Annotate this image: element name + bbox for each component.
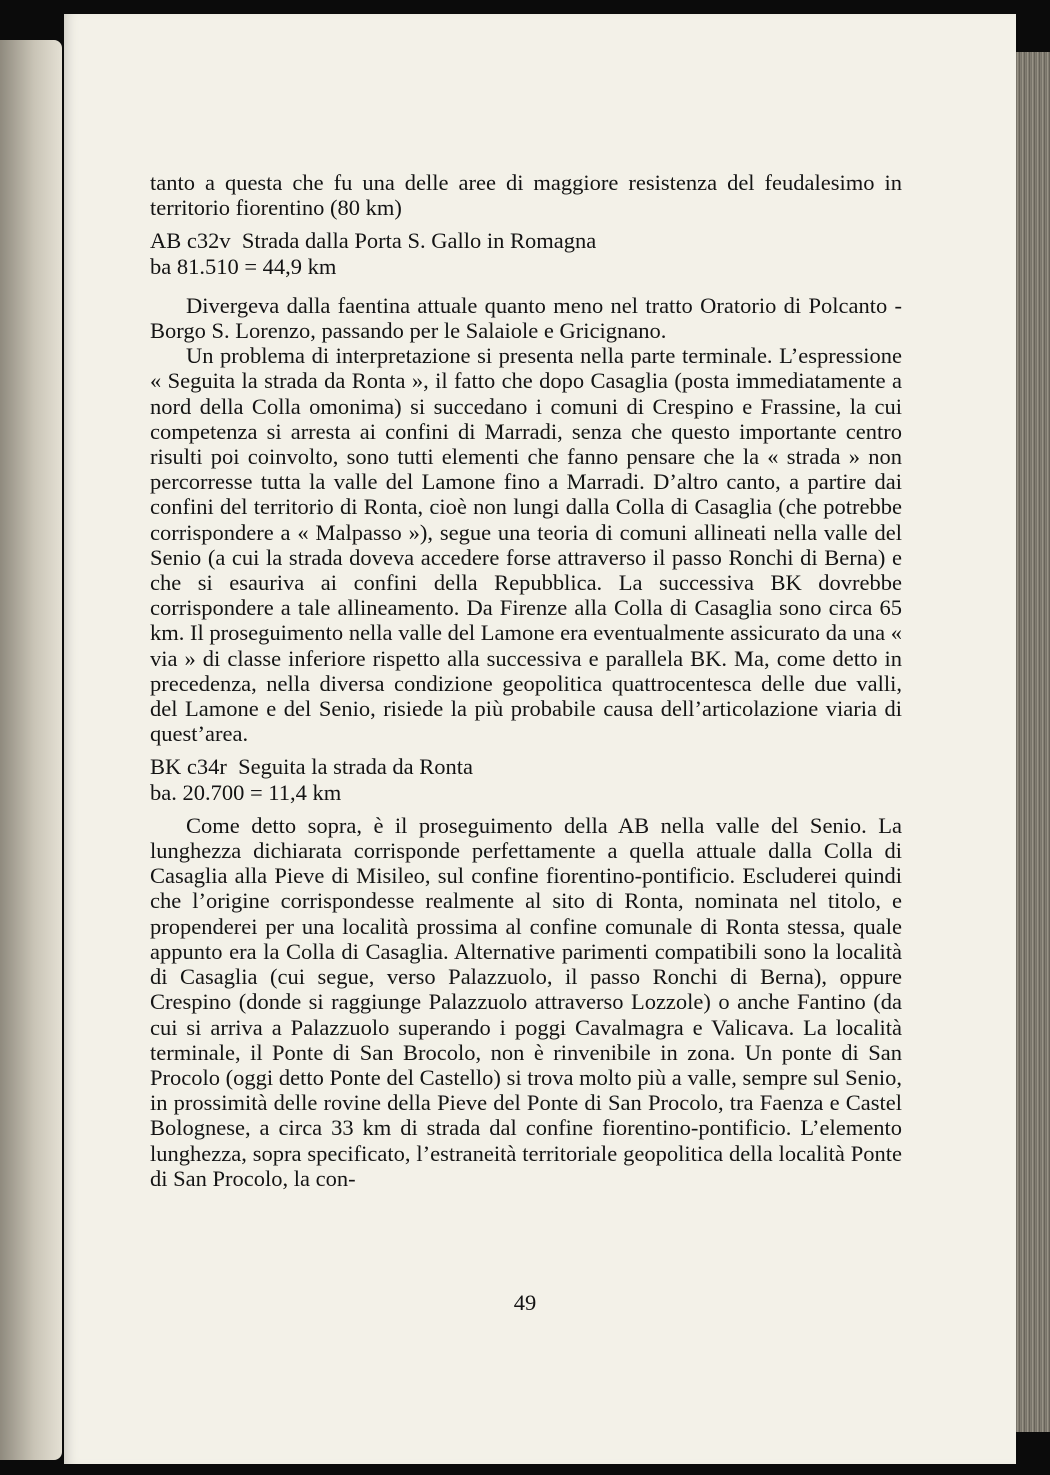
paragraph-2: Un problema di interpretazione si presenta nella parte terminale. L’espressione « Seguita la strada da Ronta », il fatto che dopo Casaglia (posta immediatamente a nord della Colla omonima) si succedano i comuni di Crespino e Frassine, la cui competenza si arresta ai confini di Marradi, senza che questo importante centro risulti poi coinvolto, sono tutti elementi che fanno pensare che la « strada » non percorresse tutta la valle del Lamone fino a Marradi. D’altro canto, a partire dai confini del territorio di Ronta, cioè non lungi dalla Colla di Casaglia (che potrebbe corrispondere a « Malpasso »), segue una teoria di comuni allineati nella valle del Senio (a cui la strada doveva accedere forse attraverso il passo Ronchi di Berna) e che si esauriva ai confini della Repubblica. La successiva BK dovrebbe corrispondere a tale allineamento. Da Firenze alla Colla di Casaglia sono circa 65 km. Il proseguimento nella valle del Lamone era eventualmente assicurato da una « via » di classe inferiore rispetto alla successiva e parallela BK. Ma, come detto in precedenza, nella diversa condizione geopolitica quattrocentesca delle due valli, del Lamone e del Senio, risiede la più probabile causa dell’articolazione viaria di quest’area. <box>150 343 902 747</box>
entry-bk-measure: ba. 20.700 = 11,4 km <box>150 779 342 805</box>
page-number: 49 <box>513 1290 537 1315</box>
paragraph-1: Divergeva dalla faentina attuale quanto meno nel tratto Oratorio di Polcanto - Borgo S. Lorenzo, passando per le Salaiole e Gricignano. <box>150 292 902 344</box>
entry-ab-measure: ba 81.510 = 44,9 km <box>150 253 337 279</box>
entry-ab-title: AB c32v Strada dalla Porta S. Gallo in Romagna <box>150 228 597 254</box>
intro-paragraph: tanto a questa che fu una delle aree di maggiore resistenza del feudalesimo in territorio fiorentino (80 km) <box>150 170 902 221</box>
page-stack-edge <box>1016 52 1050 1432</box>
paragraph-3: Come detto sopra, è il proseguimento della AB nella valle del Senio. La lunghezza dichiarata corrisponde perfettamente a quella attuale dalla Colla di Casaglia alla Pieve di Misileo, sul confine fiorentino-pontificio. Escluderei quindi che l’origine corrispondesse realmente al sito di Ronta, nominata nel titolo, e propenderei per una località prossima al confine comunale di Ronta stessa, quale appunto era la Colla di Casaglia. Alternative parimenti compatibili sono la località di Casaglia (cui segue, verso Palazzuolo, il passo Ronchi di Berna), oppure Crespino (donde si raggiunge Palazzuolo attraverso Lozzole) o anche Fantino (da cui si arriva a Palazzuolo superando i poggi Cavalmagra e Valicava. La località terminale, il Ponte di San Brocolo, non è rinvenibile in zona. Un ponte di San Procolo (oggi detto Ponte del Castello) si trova molto più a valle, sempre sul Senio, in prossimità delle rovine della Pieve del Ponte di San Procolo, tra Faenza e Castel Bolognese, a circa 33 km di strada dal confine fiorentino-pontificio. L’elemento lunghezza, sopra specificato, l’estraneità territoriale geopolitica della località Ponte di San Procolo, la con- <box>150 812 902 1191</box>
entry-bk-title: BK c34r Seguita la strada da Ronta <box>150 754 474 780</box>
facing-page-edge <box>0 40 62 1460</box>
page-text <box>150 170 902 1191</box>
